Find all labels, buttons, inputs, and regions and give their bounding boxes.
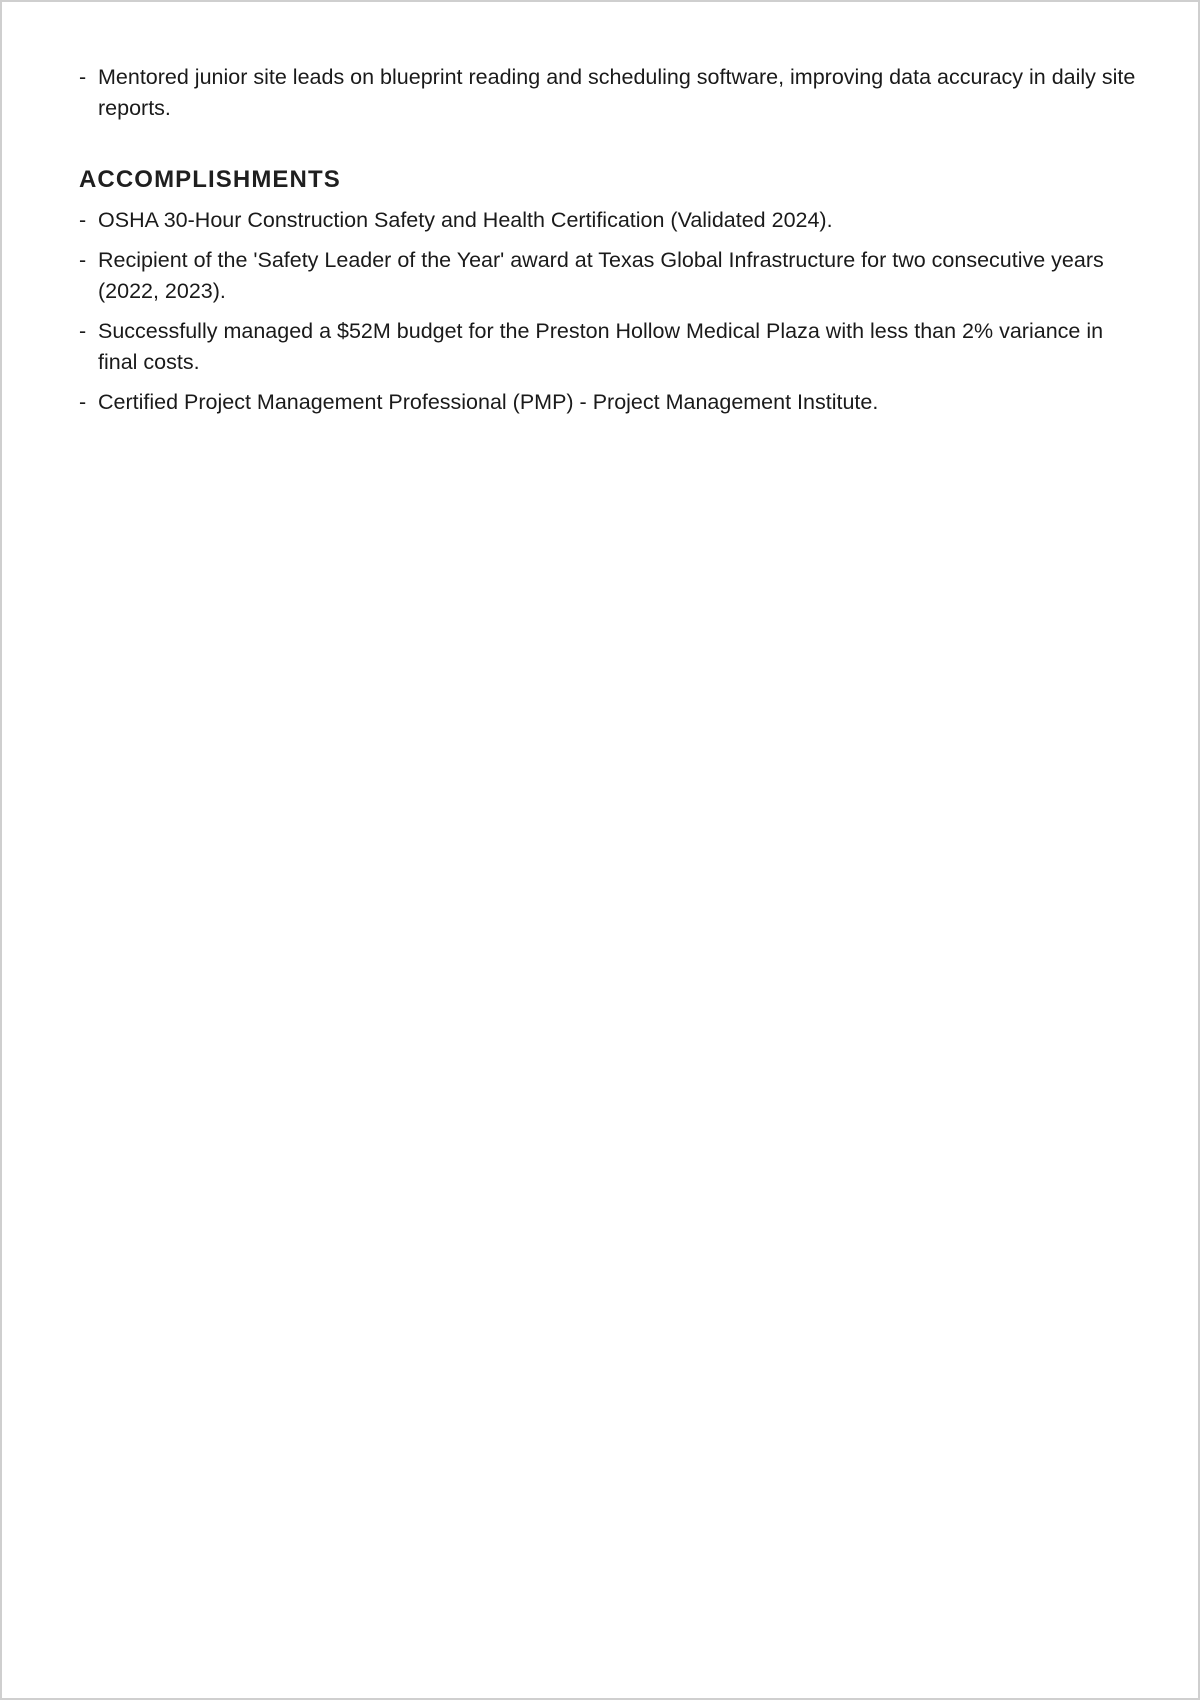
- page-content: [79, 62, 1139, 427]
- list-item-text: Certified Project Management Professional (PMP) - Project Management Institute.: [98, 390, 879, 414]
- list-item-text: OSHA 30-Hour Construction Safety and Health Certification (Validated 2024).: [98, 208, 833, 232]
- accomplishments-bullet-list: [79, 205, 1139, 418]
- bullet-marker: -: [79, 208, 87, 232]
- bullet-marker: -: [79, 390, 87, 414]
- list-item: [79, 245, 1139, 307]
- list-item-text: Mentored junior site leads on blueprint reading and scheduling software, improving data accuracy in daily site reports.: [98, 65, 1136, 120]
- list-item: [79, 205, 1139, 236]
- accomplishments-heading: ACCOMPLISHMENTS: [79, 166, 341, 193]
- list-item-text: Successfully managed a $52M budget for the Preston Hollow Medical Plaza with less than 2% variance in final costs.: [98, 319, 1104, 374]
- list-item: [79, 316, 1139, 378]
- list-item: [79, 387, 1139, 418]
- bullet-marker: -: [79, 248, 87, 272]
- bullet-marker: -: [79, 319, 87, 343]
- list-item: [79, 62, 1139, 124]
- bullet-marker: -: [79, 65, 87, 89]
- experience-bullet-list: [79, 62, 1139, 124]
- list-item-text: Recipient of the 'Safety Leader of the Year' award at Texas Global Infrastructure for two consecutive years (2022, 2023).: [98, 248, 1104, 303]
